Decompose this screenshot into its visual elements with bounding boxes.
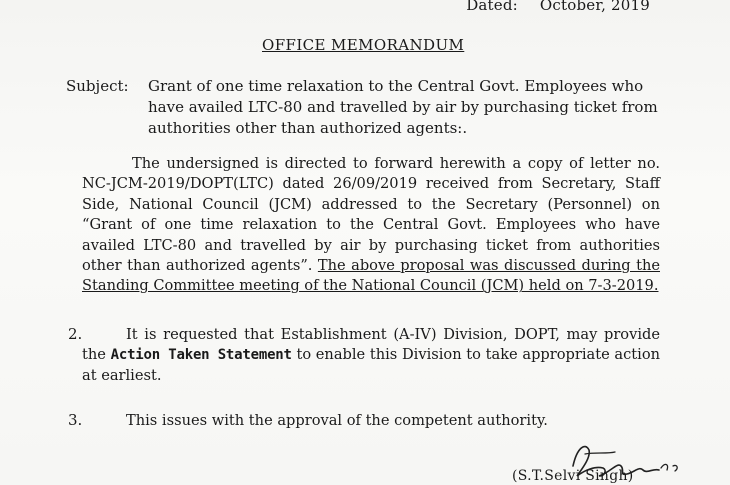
subject-text: Grant of one time relaxation to the Central Govt. Employees who have availed LTC-80 and travelled by air by purchasing ticket from authorities other than authorized agents:. — [148, 77, 658, 137]
subject-block — [66, 76, 666, 139]
subject-label: Subject: — [66, 77, 129, 95]
dated-value: October, 2019 — [539, 0, 650, 14]
dated-label: Dated: — [466, 0, 518, 14]
memo-title: OFFICE MEMORANDUM — [262, 36, 465, 54]
paragraph-1-underlined: The above proposal was discussed during the Standing Committee meeting of the National Council (JCM) held on 7-3-2019. — [82, 257, 660, 295]
paragraph-2-after: to enable this Division to take appropriate action at earliest. — [82, 346, 661, 384]
paragraph-3-number: 3. — [68, 411, 83, 429]
paragraph-1 — [82, 154, 660, 297]
signatory-name: (S.T.Selvi Singh) — [512, 468, 634, 484]
paragraph-3-text: This issues with the approval of the competent authority. — [126, 412, 548, 429]
date-line — [466, 0, 650, 14]
paragraph-1-main: The undersigned is directed to forward herewith a copy of letter no. NC-JCM-2019/DOPT(LTC) dated 26/09/2019 received from Secretary, Staff Side, National Council (JCM) addressed to the Secretary (Personnel) on “Grant of one time relaxation to the Central Govt. Employees who have availed LTC-80 and travelled by air by purchasing ticket from authorities other than authorized agents”. — [82, 155, 660, 275]
action-taken-statement: Action Taken Statement — [110, 347, 292, 364]
paragraph-2-before: It is requested that Establishment (A-IV) Division, DOPT, may provide the — [82, 326, 660, 364]
paragraph-2 — [82, 325, 660, 386]
paragraph-3 — [82, 411, 660, 431]
paragraph-2-number: 2. — [68, 325, 83, 343]
